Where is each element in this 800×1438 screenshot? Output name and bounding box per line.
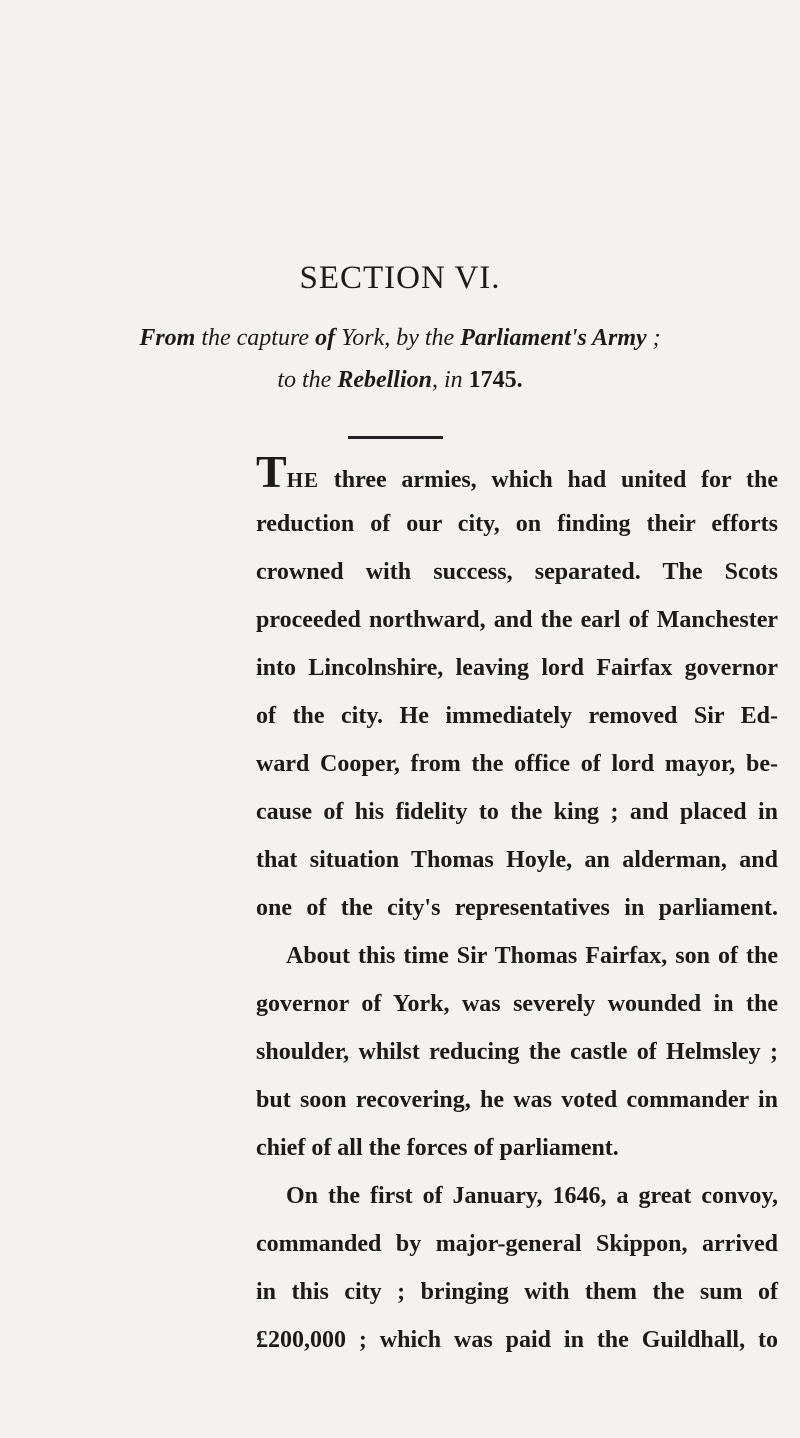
text-line: shoulder, whilst reducing the castle of Helmsley ;	[256, 1039, 778, 1065]
text-line: that situation Thomas Hoyle, an alderman, and	[256, 847, 778, 873]
subtitle-year: 1745.	[468, 367, 523, 393]
subtitle-text: , in	[432, 367, 469, 393]
text-line: £200,000 ; which was paid in the Guildhall, to	[256, 1327, 778, 1353]
text-line: ward Cooper, from the office of lord mayor, be-	[256, 751, 778, 777]
subtitle-text: to the	[277, 367, 338, 393]
subtitle-text: ;	[646, 325, 661, 351]
subtitle-word-of: of	[315, 325, 336, 351]
text-line: chief of all the forces of parliament.	[256, 1135, 619, 1161]
text-line: cause of his fidelity to the king ; and placed in	[256, 799, 778, 825]
text-line: governor of York, was severely wounded in the	[256, 991, 778, 1017]
subtitle-text: by	[396, 325, 419, 351]
text-line: but soon recovering, he was voted commander in	[256, 1087, 778, 1113]
section-subtitle-line-2	[0, 365, 800, 395]
section-heading: SECTION VI.	[299, 260, 501, 296]
small-caps-word: HE	[286, 468, 320, 492]
subtitle-parliament-army: Parliament's Army	[460, 325, 647, 351]
text-line: On the first of January, 1646, a great convoy,	[286, 1183, 778, 1209]
subtitle-text: the capture	[195, 325, 316, 351]
subtitle-rebellion: Rebellion	[337, 367, 432, 393]
divider-rule	[348, 436, 443, 439]
text-line: crowned with success, separated. The Scots	[256, 559, 778, 585]
body-text	[256, 446, 778, 1364]
text-line: one of the city's representatives in parliament.	[256, 895, 778, 921]
text-line: commanded by major-general Skippon, arrived	[256, 1231, 778, 1257]
text-line: reduction of our city, on finding their efforts	[256, 511, 778, 537]
text-line: of the city. He immediately removed Sir Ed-	[256, 703, 778, 729]
subtitle-text: York,	[335, 325, 397, 351]
text-line: in this city ; bringing with them the sum of	[256, 1279, 778, 1305]
text-line: into Lincolnshire, leaving lord Fairfax governor	[256, 655, 778, 681]
section-subtitle-line-1	[0, 323, 800, 353]
subtitle-text: the	[418, 325, 461, 351]
subtitle-word-from: From	[139, 325, 196, 351]
text-line: THE three armies, which had united for the	[256, 446, 778, 497]
drop-cap: T	[256, 446, 287, 497]
text-line: proceeded northward, and the earl of Manchester	[256, 607, 778, 633]
text-line: About this time Sir Thomas Fairfax, son of the	[286, 943, 778, 969]
